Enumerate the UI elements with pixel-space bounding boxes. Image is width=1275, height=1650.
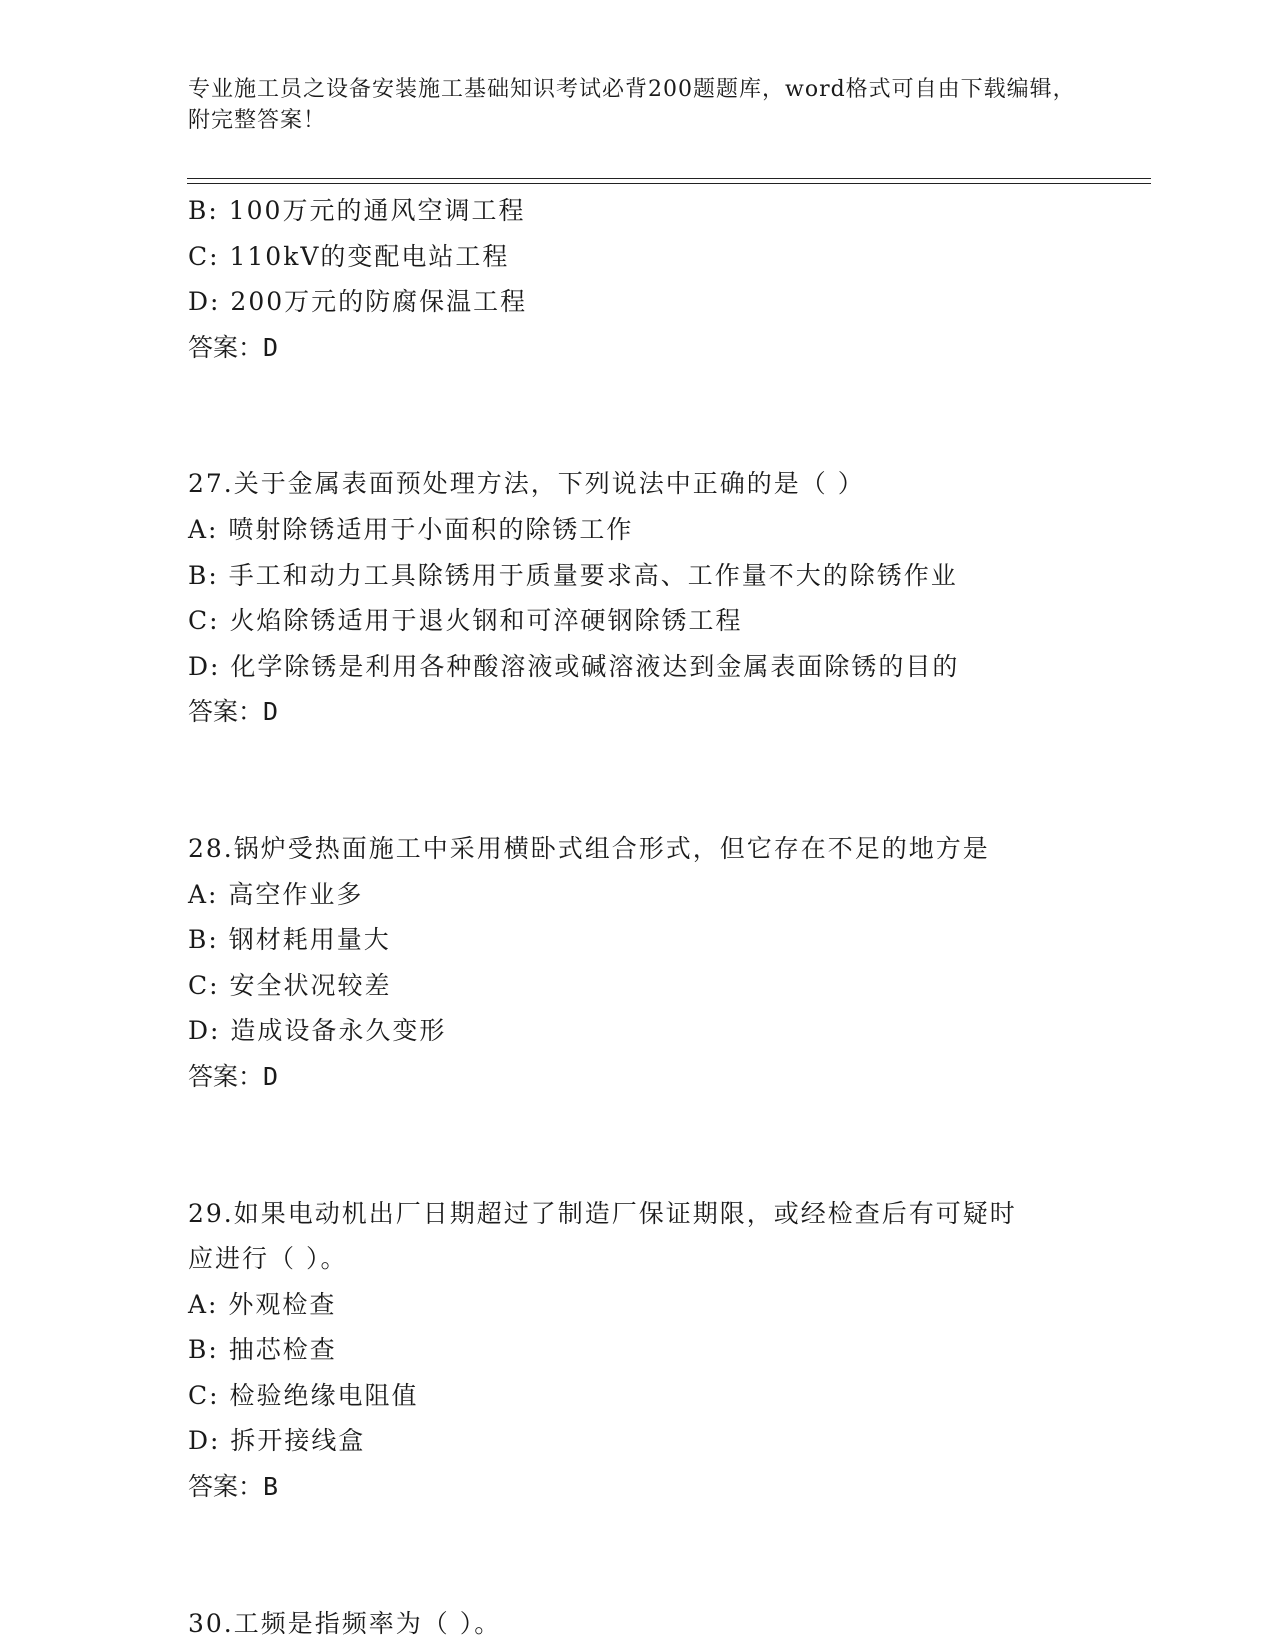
answer: 答案：D — [188, 697, 279, 727]
question-list — [188, 188, 1088, 1646]
option-b: B: 抽芯检查 — [188, 1335, 337, 1365]
option-c: C: 火焰除锈适用于退火钢和可淬硬钢除锈工程 — [188, 606, 743, 636]
spacer — [188, 1100, 1088, 1191]
spacer — [188, 370, 1088, 461]
header-divider-top — [187, 178, 1151, 179]
question-stem: 28.锅炉受热面施工中采用横卧式组合形式，但它存在不足的地方是 — [188, 833, 990, 863]
spacer — [188, 1510, 1088, 1601]
question-stem: 30.工频是指频率为（ ）。 — [188, 1608, 502, 1638]
option-c: C: 安全状况较差 — [188, 970, 392, 1000]
document-header: 专业施工员之设备安装施工基础知识考试必背200题题库，word格式可自由下载编辑，附完整答案！ — [188, 77, 1076, 133]
question-30 — [188, 1601, 1088, 1647]
option-b: B: 100万元的通风空调工程 — [188, 196, 526, 225]
option-d: D: 拆开接线盒 — [188, 1426, 366, 1456]
option-b: B: 钢材耗用量大 — [188, 925, 391, 955]
question-29 — [188, 1191, 1088, 1510]
option-c: C: 110kV的变配电站工程 — [188, 241, 510, 271]
option-d: D: 造成设备永久变形 — [188, 1016, 447, 1046]
option-a: A: 喷射除锈适用于小面积的除锈工作 — [188, 514, 634, 544]
option-a: A: 高空作业多 — [188, 879, 364, 909]
option-c: C: 检验绝缘电阻值 — [188, 1380, 419, 1410]
question-stem: 27.关于金属表面预处理方法，下列说法中正确的是（ ） — [188, 469, 865, 499]
answer: 答案：D — [188, 1061, 279, 1091]
option-d: D: 200万元的防腐保温工程 — [188, 287, 528, 317]
prev-question-tail — [188, 188, 1088, 370]
option-a: A: 外观检查 — [188, 1289, 337, 1319]
option-d: D: 化学除锈是利用各种酸溶液或碱溶液达到金属表面除锈的目的 — [188, 651, 960, 681]
question-28 — [188, 826, 1088, 1100]
question-stem-line-2: 应进行（ ）。 — [188, 1244, 348, 1274]
question-stem-line-1: 29.如果电动机出厂日期超过了制造厂保证期限，或经检查后有可疑时 — [188, 1198, 1017, 1228]
answer: 答案：B — [188, 1472, 279, 1502]
header-divider-bottom — [187, 183, 1151, 184]
option-b: B: 手工和动力工具除锈用于质量要求高、工作量不大的除锈作业 — [188, 560, 958, 590]
spacer — [188, 735, 1088, 826]
question-27 — [188, 461, 1088, 735]
answer: 答案：D — [188, 332, 279, 362]
